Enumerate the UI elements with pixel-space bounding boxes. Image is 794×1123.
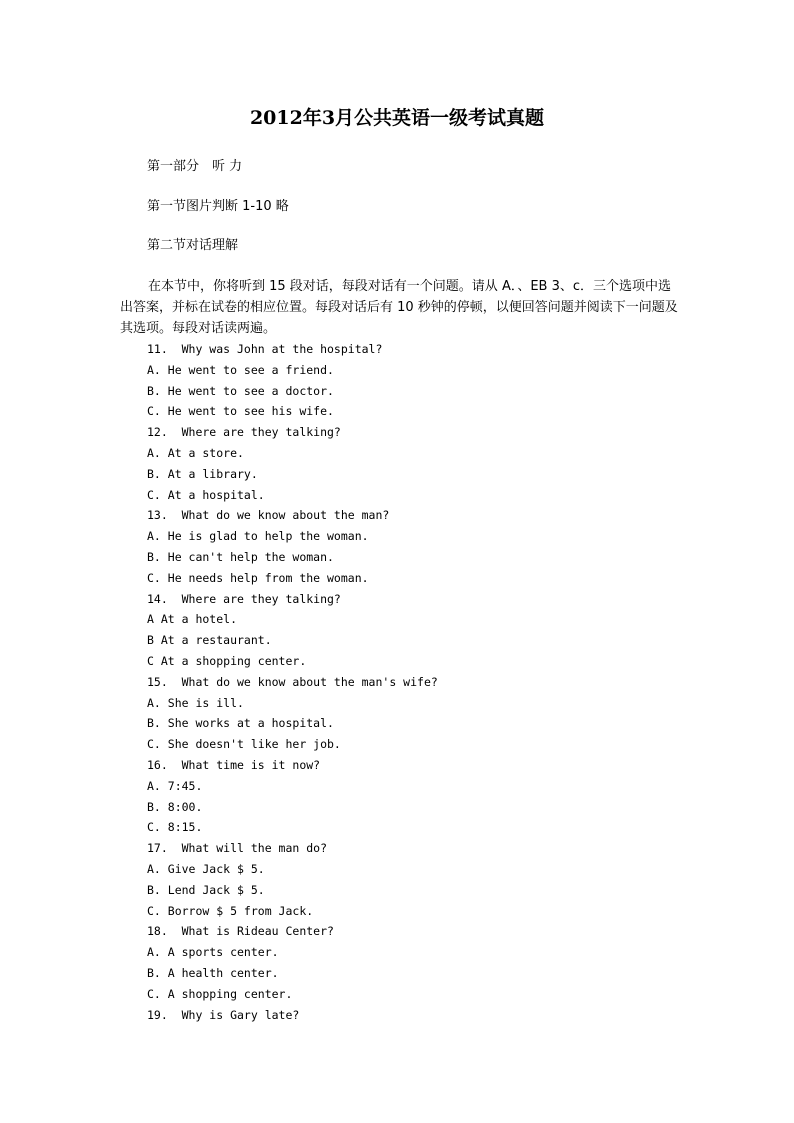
option-line: A. He went to see a friend. <box>147 362 334 377</box>
question-line: 16. What time is it now? <box>147 757 321 772</box>
option-line: C. A shopping center. <box>147 986 293 1001</box>
option-line: C. He needs help from the woman. <box>147 570 369 585</box>
option-line: A. She is ill. <box>147 695 244 710</box>
option-line: C. He went to see his wife. <box>147 404 334 419</box>
section2-heading: 第二节对话理解 <box>147 238 239 253</box>
option-line: A. 7:45. <box>147 778 203 793</box>
option-line: A. A sports center. <box>147 945 279 960</box>
question-line: 14. Where are they talking? <box>147 591 341 606</box>
option-line: B. He can't help the woman. <box>147 549 334 564</box>
option-line: C. At a hospital. <box>147 487 265 502</box>
question-line: 18. What is Rideau Center? <box>147 924 334 939</box>
option-line: B. Lend Jack $ 5. <box>147 882 265 897</box>
question-line: 12. Where are they talking? <box>147 425 341 440</box>
option-line: C At a shopping center. <box>147 653 307 668</box>
instructions-paragraph: 在本节中，你将听到 15 段对话，每段对话有一个问题。请从 A．、EB 3、c．三个选项中选出答案，并标在试卷的相应位置。每段对话后有 10 秒钟的停顿，以便回答问题并阅读下一问题及其选项。每段对话读两遍。 <box>120 279 678 336</box>
option-line: B. 8:00. <box>147 799 203 814</box>
option-line: B At a restaurant. <box>147 633 272 648</box>
question-line: 13. What do we know about the man? <box>147 508 390 523</box>
question-line: 15. What do we know about the man's wife? <box>147 674 438 689</box>
option-line: A. He is glad to help the woman. <box>147 529 369 544</box>
option-line: B. A health center. <box>147 965 279 980</box>
part-heading: 第一部分 听 力 <box>147 159 243 174</box>
question-list <box>147 339 707 1025</box>
option-line: A. At a store. <box>147 445 244 460</box>
option-line: B. He went to see a doctor. <box>147 383 334 398</box>
option-line: C. 8:15. <box>147 820 203 835</box>
page-title: 2012年3月公共英语一级考试真题 <box>249 107 545 129</box>
option-line: B. At a library. <box>147 466 258 481</box>
question-line: 19. Why is Gary late? <box>147 1007 300 1022</box>
option-line: A At a hotel. <box>147 612 238 627</box>
option-line: C. Borrow $ 5 from Jack. <box>147 903 314 918</box>
question-line: 11. Why was John at the hospital? <box>147 342 383 356</box>
question-line: 17. What will the man do? <box>147 841 328 856</box>
option-line: A. Give Jack $ 5. <box>147 861 265 876</box>
option-line: C. She doesn't like her job. <box>147 737 341 752</box>
option-line: B. She works at a hospital. <box>147 716 334 731</box>
section1-heading: 第一节图片判断 1-10 略 <box>147 199 289 214</box>
